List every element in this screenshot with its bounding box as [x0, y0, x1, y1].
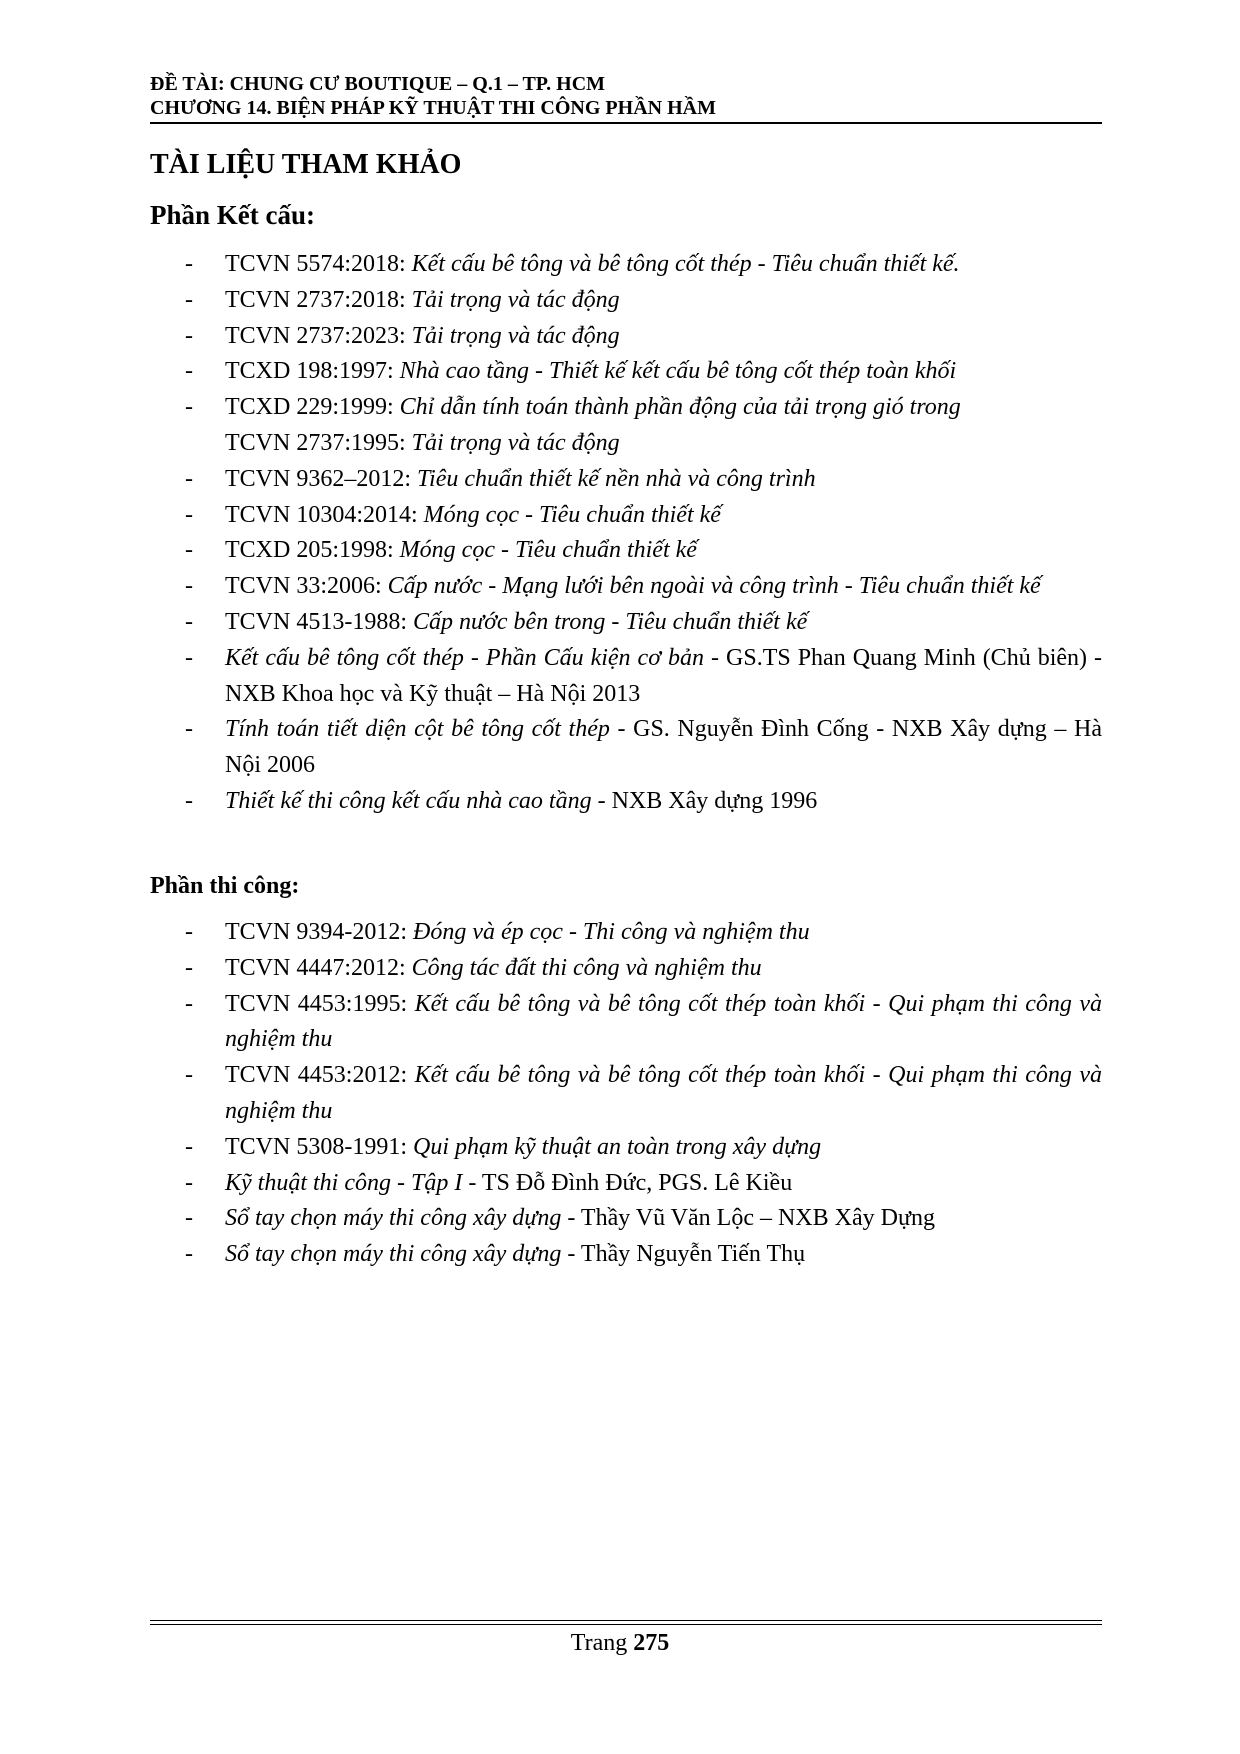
- section-heading-construction: Phần thi công:: [150, 873, 300, 899]
- list-item: - TCVN 10304:2014: Móng cọc - Tiêu chuẩn thiết kế: [185, 498, 1102, 534]
- list-item: - Sổ tay chọn máy thi công xây dựng - Thầy Nguyễn Tiến Thụ: [185, 1237, 1102, 1273]
- reference-list-construction: [185, 915, 1102, 1273]
- list-item: - TCXD 229:1999: Chỉ dẫn tính toán thành phần động của tải trọng gió trong TCVN 2737:1995: Tải trọng và tác động: [185, 390, 1102, 462]
- header-project-title: ĐỀ TÀI: CHUNG CƯ BOUTIQUE – Q.1 – TP. HCM: [150, 73, 606, 95]
- list-item: - TCVN 9394-2012: Đóng và ép cọc - Thi công và nghiệm thu: [185, 915, 1102, 951]
- list-item: - TCVN 4453:1995: Kết cấu bê tông và bê tông cốt thép toàn khối - Qui phạm thi công và nghiệm thu: [185, 987, 1102, 1059]
- list-item: - Kỹ thuật thi công - Tập I - TS Đỗ Đình Đức, PGS. Lê Kiều: [185, 1166, 1102, 1202]
- list-item: - TCVN 33:2006: Cấp nước - Mạng lưới bên ngoài và công trình - Tiêu chuẩn thiết kế: [185, 569, 1102, 605]
- page-number: 275: [633, 1630, 670, 1656]
- footer-divider: [150, 1620, 1102, 1625]
- list-item: - Tính toán tiết diện cột bê tông cốt thép - GS. Nguyễn Đình Cống - NXB Xây dựng – Hà Nội 2006: [185, 712, 1102, 784]
- footer-label: Trang: [570, 1630, 634, 1656]
- page-footer: [0, 1628, 1240, 1658]
- list-item: - TCVN 5574:2018: Kết cấu bê tông và bê tông cốt thép - Tiêu chuẩn thiết kế.: [185, 247, 1102, 283]
- list-item: - TCVN 4453:2012: Kết cấu bê tông và bê tông cốt thép toàn khối - Qui phạm thi công và nghiệm thu: [185, 1058, 1102, 1130]
- list-item: - TCVN 2737:2023: Tải trọng và tác động: [185, 319, 1102, 355]
- list-item: - TCVN 4447:2012: Công tác đất thi công và nghiệm thu: [185, 951, 1102, 987]
- list-item: - TCVN 5308-1991: Qui phạm kỹ thuật an toàn trong xây dựng: [185, 1130, 1102, 1166]
- list-item: - TCXD 198:1997: Nhà cao tầng - Thiết kế kết cấu bê tông cốt thép toàn khối: [185, 354, 1102, 390]
- list-item: - TCXD 205:1998: Móng cọc - Tiêu chuẩn thiết kế: [185, 533, 1102, 569]
- page-header: [150, 72, 1102, 124]
- reference-list-structure: [185, 247, 1102, 820]
- list-item: - Kết cấu bê tông cốt thép - Phần Cấu kiện cơ bản - GS.TS Phan Quang Minh (Chủ biên) - NXB Khoa học và Kỹ thuật – Hà Nội 2013: [185, 641, 1102, 713]
- list-item: - Thiết kế thi công kết cấu nhà cao tầng - NXB Xây dựng 1996: [185, 784, 1102, 820]
- section-heading-structure: Phần Kết cấu:: [150, 200, 315, 230]
- header-chapter-title: CHƯƠNG 14. BIỆN PHÁP KỸ THUẬT THI CÔNG PHẦN HẦM: [150, 97, 716, 119]
- page-title: TÀI LIỆU THAM KHẢO: [150, 149, 462, 180]
- list-item: - TCVN 2737:2018: Tải trọng và tác động: [185, 283, 1102, 319]
- list-item: - TCVN 4513-1988: Cấp nước bên trong - Tiêu chuẩn thiết kế: [185, 605, 1102, 641]
- list-item: - Sổ tay chọn máy thi công xây dựng - Thầy Vũ Văn Lộc – NXB Xây Dựng: [185, 1201, 1102, 1237]
- list-item: - TCVN 9362–2012: Tiêu chuẩn thiết kế nền nhà và công trình: [185, 462, 1102, 498]
